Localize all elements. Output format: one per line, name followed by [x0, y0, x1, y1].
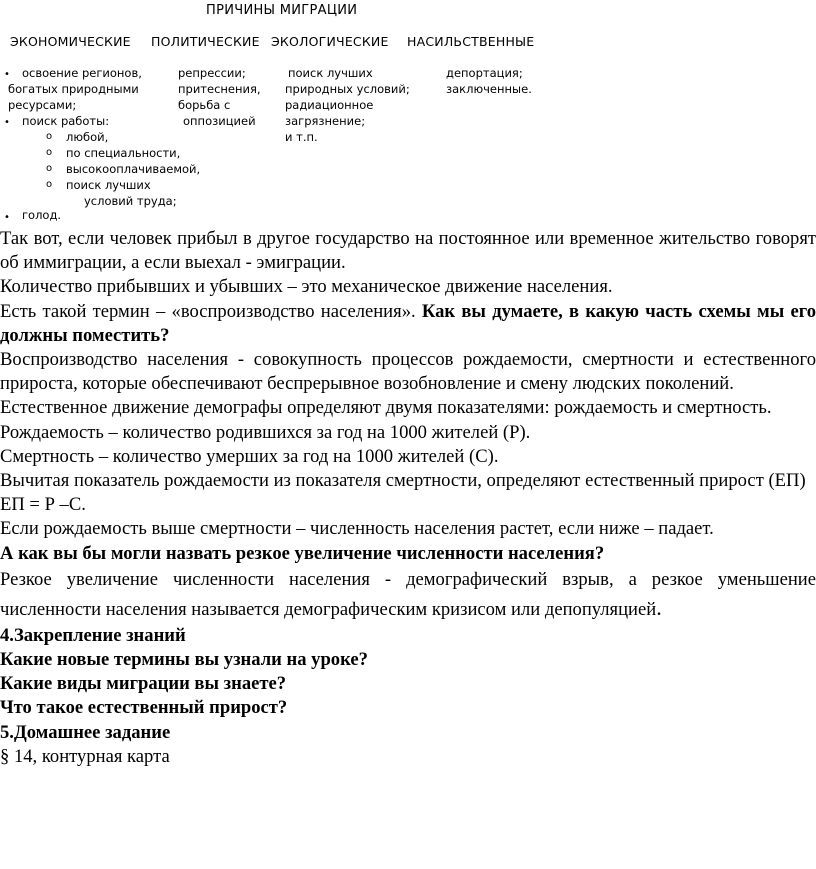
bullet-icon: • [4, 69, 10, 80]
political-item: репрессии; [178, 66, 246, 80]
circle-bullet-icon: o [46, 147, 53, 158]
paragraph-immigration: Так вот, если человек прибыл в другое государство на постоянное или временное жительство говорят об иммиграции, а если выехал - эмиграции. [0, 228, 816, 274]
economic-subitem: любой, [66, 130, 109, 144]
question-natural-increase: Что такое естественный прирост? [0, 697, 288, 719]
document-body [0, 227, 816, 769]
question-migration-types: Какие виды миграции вы знаете? [0, 673, 287, 695]
homework-text: § 14, контурная карта [0, 745, 170, 767]
ecological-item: и т.п. [285, 130, 318, 144]
bullet-icon: • [4, 212, 10, 223]
economic-subitem: поиск лучших [66, 178, 151, 192]
economic-item: богатых природными [8, 82, 139, 96]
economic-item: голод. [22, 208, 62, 222]
paragraph-birth-rate: Рождаемость – количество родившихся за год на 1000 жителей (Р). [0, 421, 531, 443]
circle-bullet-icon: o [46, 163, 53, 174]
question-new-terms: Какие новые термины вы узнали на уроке? [0, 649, 368, 671]
demographic-line2-period: . [656, 594, 662, 620]
economic-item: ресурсами; [8, 98, 77, 112]
political-item: притеснения, [178, 82, 261, 96]
ecological-item: загрязнение; [285, 114, 366, 128]
political-item: борьба с [178, 98, 231, 112]
economic-subitem: по специальности, [66, 146, 181, 160]
formula: ЕП = Р –С. [0, 494, 86, 516]
paragraph-demographic-line1: Резкое увеличение численности населения - демографический взрыв, а резкое уменьшение [0, 568, 816, 590]
ecological-item: радиационное [285, 98, 374, 112]
category-economic: ЭКОНОМИЧЕСКИЕ [10, 34, 131, 49]
paragraph-demographic-line2 [0, 594, 816, 624]
heading-homework: 5.Домашнее задание [0, 721, 171, 743]
ecological-item: поиск лучших [288, 66, 373, 80]
violent-item: заключенные. [446, 82, 532, 96]
reproduction-question: Как вы думаете, в какую часть схемы мы его должны поместить? [0, 300, 816, 346]
paragraph-reproduction-term [0, 300, 816, 348]
paragraph-death-rate: Смертность – количество умерших за год на 1000 жителей (С). [0, 445, 499, 467]
paragraph-population-trend: Если рождаемость выше смертности – численность населения растет, если ниже – падает. [0, 518, 714, 540]
question-population-increase: А как вы бы могли назвать резкое увеличение численности населения? [0, 542, 605, 564]
circle-bullet-icon: o [46, 179, 53, 190]
ecological-item: природных условий; [285, 82, 410, 96]
economic-subitem: условий труда; [84, 194, 177, 208]
demographic-line2-text: численности населения называется демографическим кризисом или депопуляцией [0, 598, 657, 620]
bullet-icon: • [4, 117, 10, 128]
paragraph-natural-movement: Естественное движение демографы определяют двумя показателями: рождаемость и смертность. [0, 397, 772, 419]
circle-bullet-icon: o [46, 131, 53, 142]
political-item: оппозицией [183, 114, 256, 128]
paragraph-natural-increase: Вычитая показатель рождаемости из показателя смертности, определяют естественный прирост (ЕП) [0, 470, 806, 492]
paragraph-reproduction-definition: Воспроизводство населения - совокупность процессов рождаемости, смертности и естественного прироста, которые обеспечивают беспрерывное возобновление и смену людских поколений. [0, 349, 816, 395]
economic-item: поиск работы: [22, 114, 110, 128]
economic-item: освоение регионов, [22, 66, 142, 80]
category-political: ПОЛИТИЧЕСКИЕ [151, 34, 260, 49]
diagram-title: ПРИЧИНЫ МИГРАЦИИ [206, 3, 358, 18]
category-ecological: ЭКОЛОГИЧЕСКИЕ [271, 34, 389, 49]
economic-subitem: высокооплачиваемой, [66, 162, 201, 176]
violent-item: депортация; [446, 66, 523, 80]
heading-consolidation: 4.Закрепление знаний [0, 624, 186, 646]
reproduction-term-text: Есть такой термин – «воспроизводство населения». [0, 300, 422, 322]
paragraph-mechanical-movement: Количество прибывших и убывших – это механическое движение населения. [0, 276, 613, 298]
migration-causes-diagram [0, 0, 816, 225]
category-violent: НАСИЛЬСТВЕННЫЕ [407, 34, 535, 49]
